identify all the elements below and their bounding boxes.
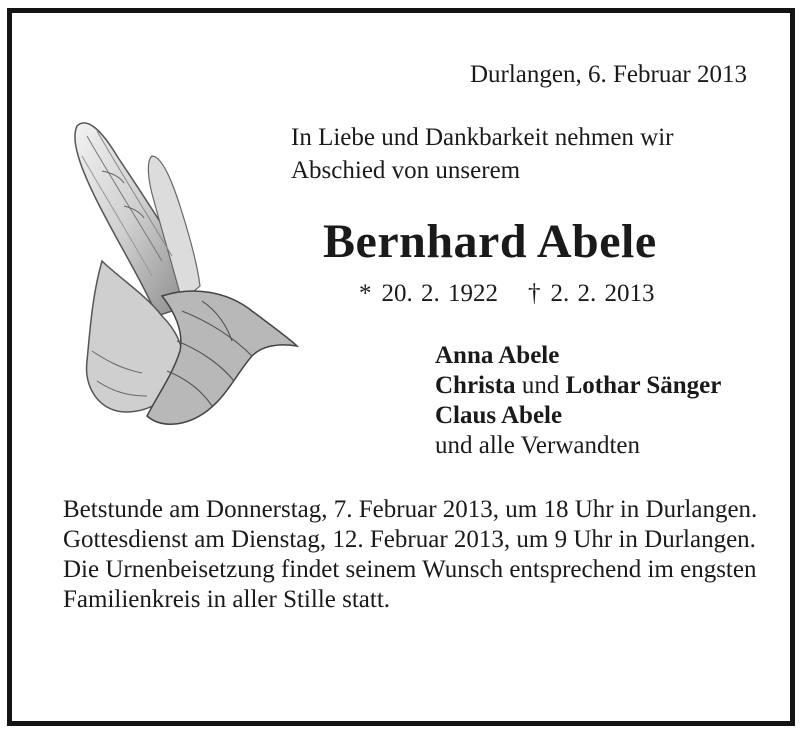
mourner-line bbox=[435, 341, 721, 371]
service-details bbox=[63, 495, 763, 615]
mourner-name: Christa bbox=[435, 372, 516, 399]
life-dates bbox=[359, 279, 655, 309]
death-date: 2. 2. 2013 bbox=[550, 280, 655, 307]
mourner-line bbox=[435, 371, 721, 401]
mourners-list bbox=[435, 341, 721, 461]
mourner-name: Lothar Sänger bbox=[565, 372, 722, 399]
birth-date: 20. 2. 1922 bbox=[381, 280, 498, 307]
mourner-line bbox=[435, 401, 721, 431]
obituary-notice bbox=[7, 8, 795, 726]
death-symbol: † bbox=[528, 280, 541, 307]
service-line: Gottesdienst am Dienstag, 12. Februar 2013, um 9 Uhr in Durlangen. bbox=[63, 526, 756, 553]
birth-symbol: * bbox=[359, 280, 372, 307]
mourner-conjunction: und bbox=[521, 372, 560, 399]
mourner-name: Anna Abele bbox=[435, 342, 560, 369]
service-line: Die Urnenbeisetzung findet seinem Wunsch entsprechend im engsten Familienkreis in aller Stille statt. bbox=[63, 556, 757, 613]
mourner-name: Claus Abele bbox=[435, 402, 563, 429]
intro-text: In Liebe und Dankbarkeit nehmen wir Abschied von unserem bbox=[291, 124, 674, 184]
deceased-name: Bernhard Abele bbox=[323, 215, 657, 268]
service-line: Betstunde am Donnerstag, 7. Februar 2013, um 18 Uhr in Durlangen. bbox=[63, 496, 758, 523]
praying-hands-icon bbox=[62, 111, 302, 441]
dateline: Durlangen, 6. Februar 2013 bbox=[469, 61, 747, 88]
mourner-line: und alle Verwandten bbox=[435, 432, 641, 459]
